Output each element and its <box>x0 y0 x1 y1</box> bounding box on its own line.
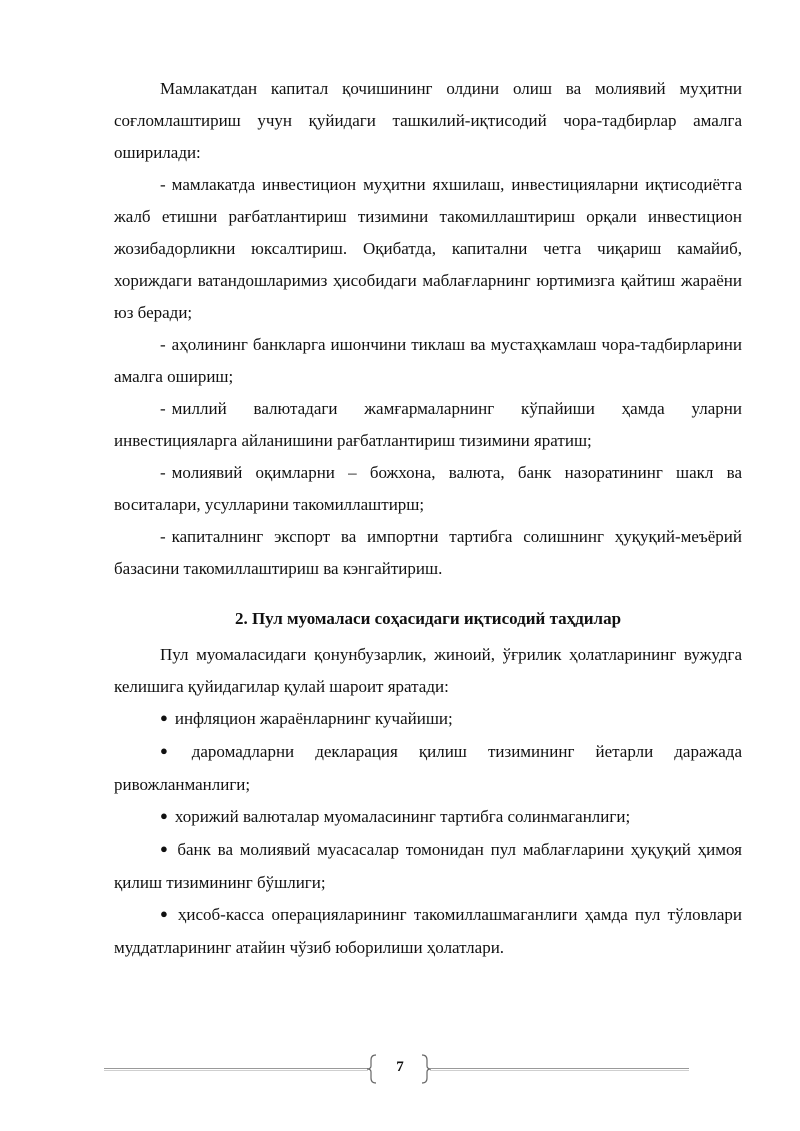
bullet-list-item <box>114 801 742 834</box>
dash-marker: - <box>160 175 166 194</box>
dash-item-text: молиявий оқимларни – божхона, валюта, банк назоратининг шакл ва воситалари, усулларини такомиллаштирш; <box>114 463 742 514</box>
bullet-list-item <box>114 834 742 899</box>
dash-marker: - <box>160 335 166 354</box>
bullet-icon: ● <box>160 743 185 758</box>
bullet-list-item <box>114 899 742 964</box>
left-brace-icon <box>366 1054 378 1084</box>
bullet-item-text: ҳисоб-касса операцияларининг такомиллашмаганлиги ҳамда пул тўловлари муддатларининг атайин чўзиб юборилиши ҳолатлари. <box>114 905 742 957</box>
bullet-item-text: банк ва молиявий муасасалар томонидан пул маблағларини ҳуқуқий ҳимоя қилиш тизимининг бўшлиги; <box>114 840 742 892</box>
bullet-item-text: даромадларни декларация қилиш тизимининг йетарли даражада ривожланманлиги; <box>114 742 743 794</box>
dash-list-item <box>114 329 742 393</box>
bullet-item-text: инфляцион жараёнларнинг кучайиши; <box>174 709 453 728</box>
dash-item-text: капиталнинг экспорт ва импортни тартибга солишнинг ҳуқуқий-меъёрий базасини такомиллаштириш ва кэнгайтириш. <box>114 527 742 578</box>
dash-marker: - <box>160 463 166 482</box>
bullet-icon: ● <box>160 710 168 725</box>
dash-list-item <box>114 521 742 585</box>
footer-rule-left <box>104 1068 368 1069</box>
intro-paragraph: Мамлакатдан капитал қочишининг олдини олиш ва молиявий муҳитни соғломлаштириш учун қуйидаги ташкилий-иқтисодий чора-тадбирлар амалга оширилади: <box>114 79 742 162</box>
section-intro-paragraph: Пул муомаласидаги қонунбузарлик, жиноий, ўғрилик ҳолатларининг вужудга келишига қуйидагилар қулай шароит яратади: <box>114 645 742 696</box>
dash-list-item <box>114 393 742 457</box>
dash-item-text: миллий валютадаги жамғармаларнинг кўпайиши ҳамда уларни инвестицияларга айланишини рағбатлантириш тизимини яратиш; <box>114 399 742 450</box>
page-content <box>114 73 742 964</box>
bullet-icon: ● <box>160 808 168 823</box>
right-brace-icon <box>420 1054 432 1084</box>
dash-list-item <box>114 169 742 329</box>
bullet-icon: ● <box>160 906 171 921</box>
bullet-icon: ● <box>160 841 171 856</box>
bullet-list-item <box>114 703 742 736</box>
bullet-list-item <box>114 736 742 801</box>
page-number: 7 <box>396 1059 404 1075</box>
dash-list-item <box>114 457 742 521</box>
section-heading: 2. Пул муомаласи соҳасидаги иқтисодий таҳдилар <box>234 609 622 628</box>
dash-item-text: мамлакатда инвестицион муҳитни яхшилаш, инвестицияларни иқтисодиётга жалб етишни рағбатлантириш тизимини такомиллаштириш орқали инвестицион жозибадорликни юксалтириш. Оқибатда, капитални четга чиқариш камайиб, хориждаги ватандошларимиз ҳисобидаги маблағларнинг юртимизга қайтиш жараёни юз беради; <box>114 175 742 322</box>
dash-marker: - <box>160 527 166 546</box>
dash-item-text: аҳолининг банкларга ишончини тиклаш ва мустаҳкамлаш чора-тадбирларини амалга ошириш; <box>114 335 742 386</box>
bullet-item-text: хорижий валюталар муомаласининг тартибга солинмаганлиги; <box>174 807 631 826</box>
page-footer <box>104 1054 689 1084</box>
footer-rule-right <box>430 1068 689 1069</box>
dash-marker: - <box>160 399 166 418</box>
